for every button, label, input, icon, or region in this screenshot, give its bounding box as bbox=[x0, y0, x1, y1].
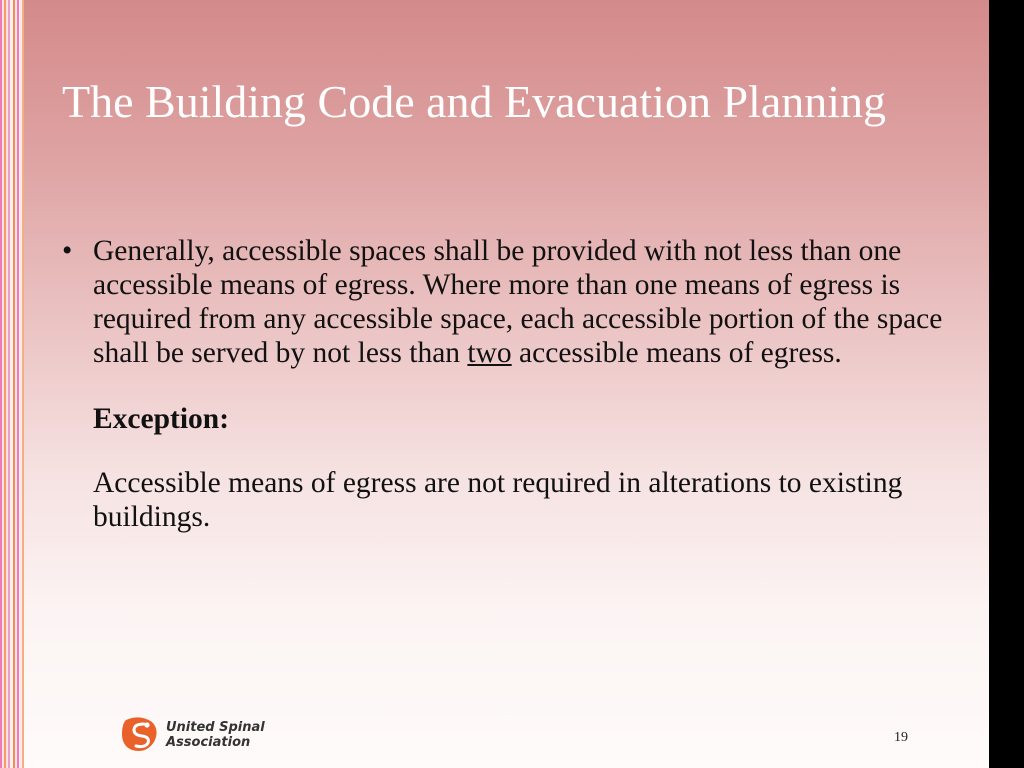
bullet-text-start: Generally, accessible spaces shall be provided with not less than one accessible means of egress. Where more than one means of egress is required from any accessible space, each accessible portion of the space shall be served by not less than bbox=[93, 235, 943, 369]
underlined-word: two bbox=[467, 337, 512, 369]
bullet-text-end: accessible means of egress. bbox=[511, 337, 842, 369]
bullet-text bbox=[93, 234, 962, 370]
logo-line-2: Association bbox=[166, 735, 251, 750]
exception-heading: Exception: bbox=[93, 403, 230, 435]
bullet-content bbox=[93, 234, 962, 534]
slide-title: The Building Code and Evacuation Planning bbox=[62, 76, 887, 127]
slide-body bbox=[62, 234, 962, 534]
bullet-icon: • bbox=[62, 235, 73, 267]
logo-line-1: United Spinal bbox=[166, 720, 265, 735]
united-spinal-logo bbox=[120, 716, 265, 754]
logo-emblem-icon bbox=[120, 716, 160, 754]
decorative-stripes bbox=[0, 0, 24, 768]
logo-text bbox=[166, 720, 265, 750]
exception-text: Accessible means of egress are not required in alterations to existing buildings. bbox=[93, 467, 903, 533]
bullet-item bbox=[62, 234, 962, 534]
page-number: 19 bbox=[894, 730, 908, 745]
